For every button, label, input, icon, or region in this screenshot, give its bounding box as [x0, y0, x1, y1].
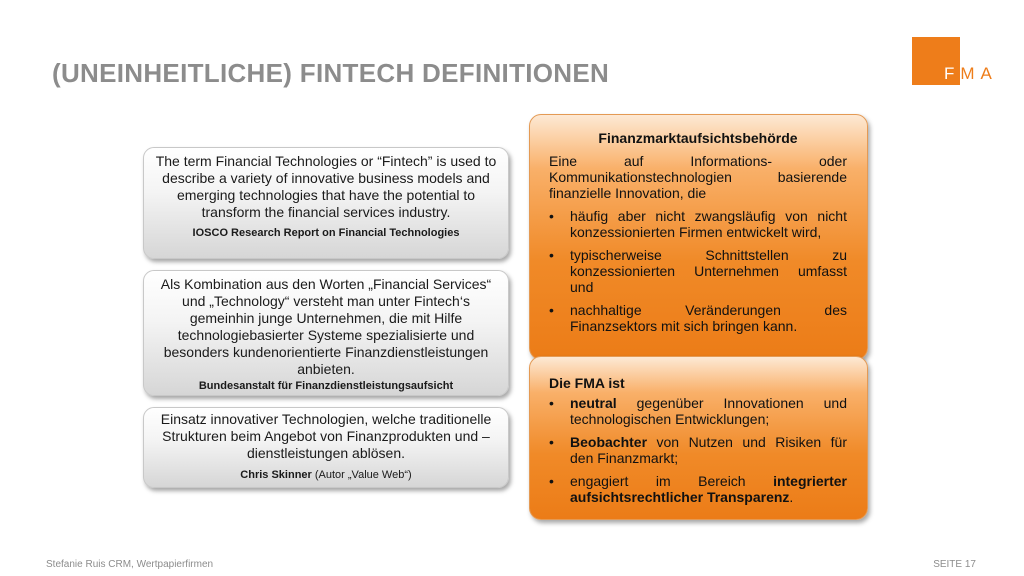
bullet-icon: •: [549, 434, 554, 450]
source-detail: (Autor „Value Web“): [311, 469, 412, 481]
list-item: [549, 302, 847, 334]
authority-intro: [549, 153, 847, 201]
definition-box-bafin: [143, 270, 509, 396]
list-item: [549, 395, 847, 427]
authority-bullet-list: [549, 208, 847, 334]
list-item: [549, 434, 847, 466]
page-title: (UNEINHEITLICHE) FINTECH DEFINITIONEN: [52, 58, 610, 88]
definition-box-iosco: [143, 147, 509, 259]
bullet-text: gegenüber Innovationen und: [616, 395, 847, 411]
definition-text: Einsatz innovativer Technologien, welche traditionelle Strukturen beim Angebot von Finanzprodukten und –dienstleistungen ablösen.: [160, 411, 492, 461]
footer-page-number: SEITE 17: [933, 559, 976, 570]
fma-role-box: [529, 356, 868, 520]
bullet-bold: neutral: [570, 395, 617, 411]
bullet-line: konzessionierten Unternehmen umfasst: [570, 263, 847, 279]
bullet-icon: •: [549, 473, 554, 489]
definition-text: Als Kombination aus den Worten „Financial Services“ und „Technology“ versteht man unter Fintech‘s gemeinhin junge Unternehmen, die mit Hilfe technologiebasierter Systeme spezialisierte und besonders kundenorientierte Finanzdienstleistungen anbieten.: [160, 276, 492, 377]
bullet-line: und: [570, 279, 594, 295]
fma-heading: Die FMA ist: [549, 375, 625, 391]
list-item: [549, 247, 847, 295]
authority-definition-box: [529, 114, 868, 360]
fma-logo: [912, 37, 1008, 85]
bullet-line: konzessionierten Firmen entwickelt wird,: [570, 224, 822, 240]
bullet-line: typischerweise Schnittstellen zu: [570, 247, 847, 263]
bullet-text: engagiert im Bereich: [570, 473, 774, 489]
bullet-bold: integrierter: [773, 473, 847, 489]
bullet-line: Finanzsektors mit sich bringen kann.: [570, 318, 798, 334]
definition-source: [144, 469, 508, 482]
definition-text: The term Financial Technologies or “Fintech” is used to describe a variety of innovative business models and emerging technologies that have the potential to transform the financial services industry.: [155, 153, 497, 220]
bullet-line: [570, 434, 847, 450]
bullet-line: häufig aber nicht zwangsläufig von nicht: [570, 208, 847, 224]
bullet-line: technologischen Entwicklungen;: [570, 411, 770, 427]
definition-source: [144, 227, 508, 240]
bullet-text: .: [789, 489, 794, 505]
source-name: IOSCO Research Report on Financial Technologies: [192, 227, 460, 239]
list-item: [549, 208, 847, 240]
bullet-line: [570, 473, 847, 489]
definition-box-skinner: [143, 407, 509, 488]
bullet-line: [570, 489, 847, 505]
source-name: Bundesanstalt für Finanzdienstleistungsaufsicht: [198, 380, 454, 392]
intro-line: finanzielle Innovation, die: [549, 185, 707, 201]
intro-line: Kommunikationstechnologien basierende: [549, 169, 847, 185]
logo-letter-f: F: [944, 64, 961, 83]
bullet-bold: Beobachter: [570, 434, 648, 450]
bullet-icon: •: [549, 302, 554, 318]
bullet-icon: •: [549, 395, 554, 411]
bullet-line: den Finanzmarkt;: [570, 450, 679, 466]
logo-text: [944, 64, 998, 84]
bullet-text: von Nutzen und Risiken für: [647, 434, 847, 450]
definition-source: [144, 380, 508, 393]
bullet-line: nachhaltige Veränderungen des: [570, 302, 847, 318]
source-name: Chris Skinner: [240, 469, 312, 481]
intro-line: Eine auf Informations- oder: [549, 153, 847, 169]
list-item: [549, 473, 847, 505]
footer-author: Stefanie Ruis CRM, Wertpapierfirmen: [46, 559, 214, 570]
bullet-line: [570, 395, 847, 411]
logo-letters-ma: MA: [960, 64, 998, 83]
bullet-icon: •: [549, 208, 554, 224]
bullet-icon: •: [549, 247, 554, 263]
authority-heading: Finanzmarktaufsichtsbehörde: [598, 130, 798, 146]
fma-bullet-list: [549, 395, 847, 505]
bullet-bold: aufsichtsrechtlicher Transparenz: [570, 489, 790, 505]
